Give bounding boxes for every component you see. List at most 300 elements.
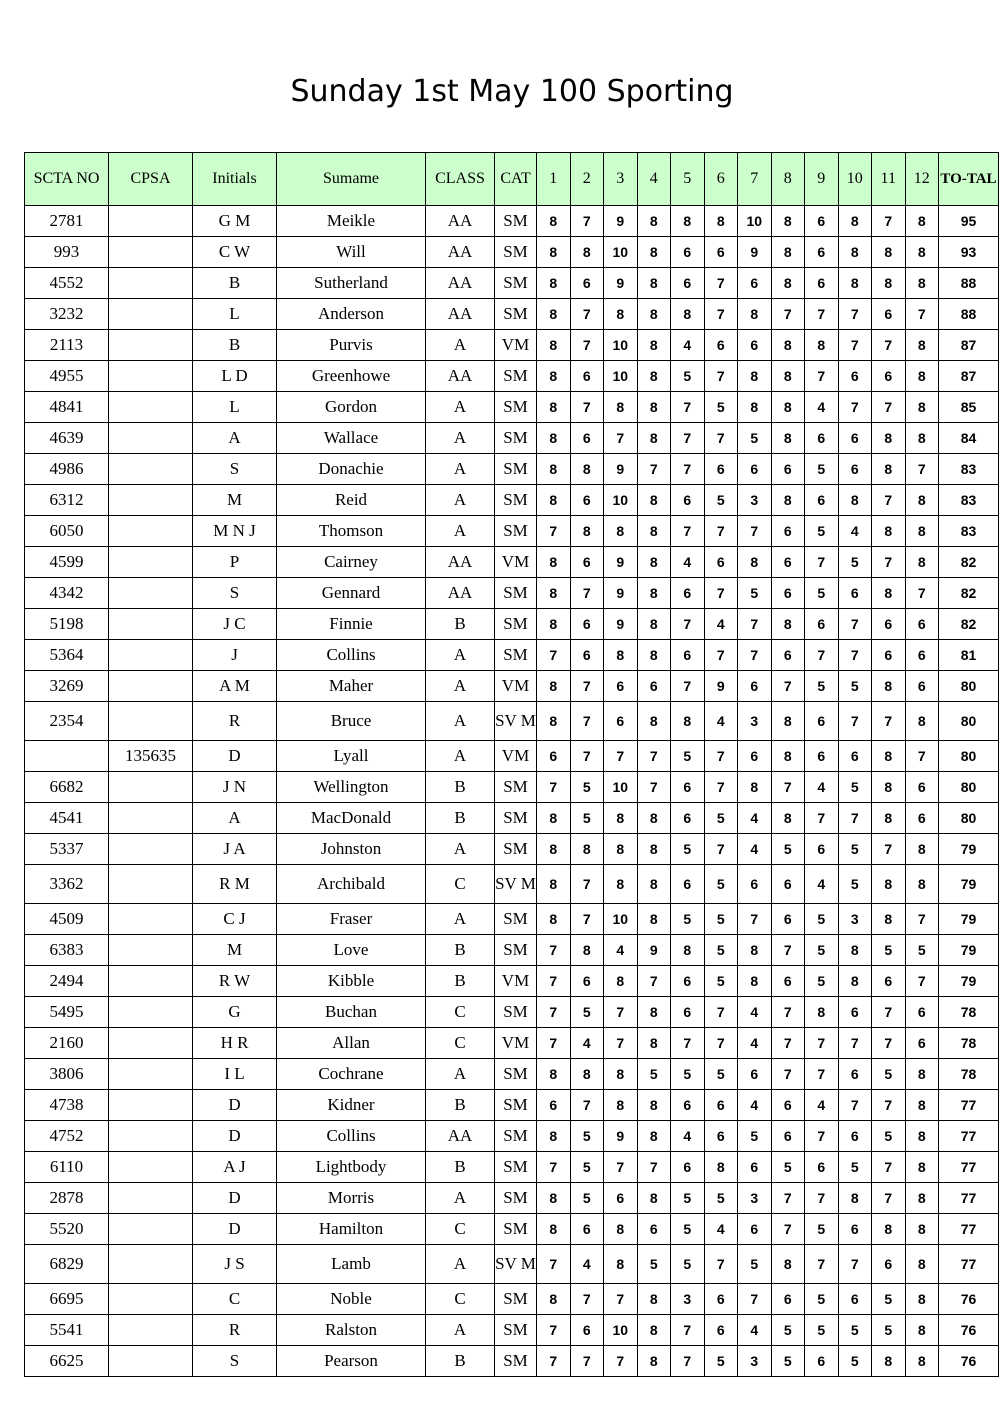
category-cell: SM — [495, 392, 537, 423]
initials-cell: H R — [193, 1028, 277, 1059]
stand-score-cell: 8 — [905, 702, 939, 741]
stand-score-cell: 7 — [570, 865, 604, 904]
stand-score-cell: 8 — [537, 454, 571, 485]
category-cell: SM — [495, 516, 537, 547]
header-stand-8: 8 — [771, 153, 805, 206]
stand-score-cell: 8 — [905, 1183, 939, 1214]
total-score-cell: 93 — [939, 237, 999, 268]
stand-score-cell: 6 — [805, 1346, 839, 1377]
stand-score-cell: 6 — [905, 640, 939, 671]
stand-score-cell: 8 — [872, 423, 906, 454]
stand-score-cell: 3 — [738, 702, 772, 741]
surname-cell: Anderson — [277, 299, 426, 330]
initials-cell: D — [193, 1090, 277, 1121]
table-row — [25, 1245, 999, 1284]
stand-score-cell: 5 — [671, 361, 705, 392]
category-cell: SM — [495, 935, 537, 966]
stand-score-cell: 7 — [704, 640, 738, 671]
stand-score-cell: 8 — [537, 578, 571, 609]
surname-cell: Bruce — [277, 702, 426, 741]
surname-cell: Buchan — [277, 997, 426, 1028]
table-row — [25, 671, 999, 702]
initials-cell: D — [193, 1214, 277, 1245]
cpsa-number-cell — [109, 772, 193, 803]
stand-score-cell: 9 — [604, 1121, 638, 1152]
stand-score-cell: 8 — [905, 1090, 939, 1121]
stand-score-cell: 7 — [704, 268, 738, 299]
header-row — [25, 153, 999, 206]
category-cell: SM — [495, 772, 537, 803]
scta-number-cell: 6110 — [25, 1152, 109, 1183]
stand-score-cell: 6 — [738, 1214, 772, 1245]
stand-score-cell: 7 — [704, 997, 738, 1028]
stand-score-cell: 7 — [838, 392, 872, 423]
surname-cell: Lyall — [277, 741, 426, 772]
stand-score-cell: 7 — [671, 1315, 705, 1346]
stand-score-cell: 8 — [671, 702, 705, 741]
stand-score-cell: 7 — [570, 904, 604, 935]
stand-score-cell: 6 — [771, 1121, 805, 1152]
stand-score-cell: 4 — [805, 772, 839, 803]
stand-score-cell: 8 — [537, 206, 571, 237]
stand-score-cell: 7 — [872, 1090, 906, 1121]
stand-score-cell: 6 — [872, 966, 906, 997]
stand-score-cell: 8 — [637, 1090, 671, 1121]
class-cell: AA — [426, 547, 495, 578]
stand-score-cell: 5 — [838, 1346, 872, 1377]
stand-score-cell: 5 — [838, 671, 872, 702]
stand-score-cell: 3 — [738, 1346, 772, 1377]
cpsa-number-cell — [109, 1028, 193, 1059]
stand-score-cell: 4 — [738, 1028, 772, 1059]
stand-score-cell: 6 — [805, 206, 839, 237]
total-score-cell: 87 — [939, 330, 999, 361]
table-row — [25, 865, 999, 904]
stand-score-cell: 6 — [671, 640, 705, 671]
stand-score-cell: 5 — [704, 1183, 738, 1214]
stand-score-cell: 8 — [671, 206, 705, 237]
stand-score-cell: 7 — [570, 206, 604, 237]
stand-score-cell: 7 — [671, 609, 705, 640]
total-score-cell: 83 — [939, 454, 999, 485]
surname-cell: Cairney — [277, 547, 426, 578]
header-class: CLASS — [426, 153, 495, 206]
stand-score-cell: 6 — [838, 1214, 872, 1245]
stand-score-cell: 7 — [704, 741, 738, 772]
stand-score-cell: 6 — [771, 578, 805, 609]
category-cell: SM — [495, 1315, 537, 1346]
header-initials: Initials — [193, 153, 277, 206]
table-row — [25, 1028, 999, 1059]
stand-score-cell: 6 — [704, 1121, 738, 1152]
stand-score-cell: 7 — [805, 803, 839, 834]
stand-score-cell: 7 — [671, 1346, 705, 1377]
table-row — [25, 803, 999, 834]
stand-score-cell: 7 — [570, 392, 604, 423]
stand-score-cell: 8 — [771, 206, 805, 237]
category-cell: SM — [495, 1152, 537, 1183]
stand-score-cell: 8 — [637, 485, 671, 516]
stand-score-cell: 9 — [604, 206, 638, 237]
total-score-cell: 84 — [939, 423, 999, 454]
surname-cell: Morris — [277, 1183, 426, 1214]
stand-score-cell: 7 — [905, 299, 939, 330]
initials-cell: L — [193, 299, 277, 330]
header-stand-7: 7 — [738, 153, 772, 206]
scta-number-cell: 4639 — [25, 423, 109, 454]
initials-cell: A — [193, 803, 277, 834]
stand-score-cell: 6 — [671, 1090, 705, 1121]
stand-score-cell: 6 — [872, 299, 906, 330]
stand-score-cell: 4 — [738, 1090, 772, 1121]
stand-score-cell: 8 — [570, 834, 604, 865]
header-scta: SCTA NO — [25, 153, 109, 206]
category-cell: SM — [495, 904, 537, 935]
stand-score-cell: 7 — [805, 1059, 839, 1090]
class-cell: AA — [426, 206, 495, 237]
surname-cell: Purvis — [277, 330, 426, 361]
stand-score-cell: 6 — [838, 1284, 872, 1315]
stand-score-cell: 6 — [872, 609, 906, 640]
stand-score-cell: 8 — [738, 772, 772, 803]
stand-score-cell: 6 — [805, 423, 839, 454]
scta-number-cell: 4955 — [25, 361, 109, 392]
class-cell: A — [426, 834, 495, 865]
stand-score-cell: 5 — [738, 1121, 772, 1152]
stand-score-cell: 8 — [905, 516, 939, 547]
stand-score-cell: 3 — [838, 904, 872, 935]
stand-score-cell: 6 — [604, 671, 638, 702]
class-cell: A — [426, 1245, 495, 1284]
cpsa-number-cell — [109, 1245, 193, 1284]
cpsa-number-cell — [109, 361, 193, 392]
class-cell: C — [426, 997, 495, 1028]
stand-score-cell: 5 — [704, 935, 738, 966]
scta-number-cell: 2113 — [25, 330, 109, 361]
stand-score-cell: 8 — [604, 1090, 638, 1121]
scta-number-cell: 993 — [25, 237, 109, 268]
stand-score-cell: 5 — [570, 1121, 604, 1152]
class-cell: AA — [426, 1121, 495, 1152]
initials-cell: B — [193, 268, 277, 299]
stand-score-cell: 7 — [738, 1284, 772, 1315]
class-cell: B — [426, 1090, 495, 1121]
stand-score-cell: 7 — [838, 803, 872, 834]
surname-cell: Ralston — [277, 1315, 426, 1346]
stand-score-cell: 5 — [738, 578, 772, 609]
initials-cell: C — [193, 1284, 277, 1315]
stand-score-cell: 5 — [570, 1183, 604, 1214]
stand-score-cell: 8 — [872, 1346, 906, 1377]
stand-score-cell: 8 — [604, 865, 638, 904]
stand-score-cell: 6 — [771, 640, 805, 671]
stand-score-cell: 8 — [738, 935, 772, 966]
class-cell: A — [426, 1059, 495, 1090]
class-cell: A — [426, 1183, 495, 1214]
surname-cell: Johnston — [277, 834, 426, 865]
cpsa-number-cell — [109, 330, 193, 361]
class-cell: A — [426, 423, 495, 454]
surname-cell: Kibble — [277, 966, 426, 997]
stand-score-cell: 7 — [872, 1028, 906, 1059]
stand-score-cell: 8 — [872, 578, 906, 609]
table-row — [25, 1121, 999, 1152]
table-row — [25, 772, 999, 803]
stand-score-cell: 8 — [637, 392, 671, 423]
stand-score-cell: 6 — [604, 702, 638, 741]
stand-score-cell: 8 — [604, 640, 638, 671]
class-cell: A — [426, 516, 495, 547]
cpsa-number-cell — [109, 392, 193, 423]
surname-cell: Archibald — [277, 865, 426, 904]
stand-score-cell: 6 — [704, 547, 738, 578]
cpsa-number-cell — [109, 423, 193, 454]
class-cell: B — [426, 1152, 495, 1183]
category-cell: SM — [495, 268, 537, 299]
stand-score-cell: 7 — [872, 330, 906, 361]
stand-score-cell: 8 — [771, 702, 805, 741]
stand-score-cell: 6 — [537, 741, 571, 772]
stand-score-cell: 9 — [604, 609, 638, 640]
stand-score-cell: 8 — [838, 966, 872, 997]
stand-score-cell: 8 — [872, 516, 906, 547]
stand-score-cell: 8 — [905, 1059, 939, 1090]
stand-score-cell: 5 — [805, 578, 839, 609]
stand-score-cell: 7 — [805, 1121, 839, 1152]
table-row — [25, 702, 999, 741]
stand-score-cell: 7 — [537, 1028, 571, 1059]
header-cpsa: CPSA — [109, 153, 193, 206]
stand-score-cell: 8 — [771, 609, 805, 640]
table-header — [25, 153, 999, 206]
category-cell: SM — [495, 1346, 537, 1377]
stand-score-cell: 8 — [604, 516, 638, 547]
stand-score-cell: 6 — [805, 237, 839, 268]
header-stand-10: 10 — [838, 153, 872, 206]
stand-score-cell: 6 — [805, 702, 839, 741]
class-cell: AA — [426, 578, 495, 609]
total-score-cell: 76 — [939, 1315, 999, 1346]
stand-score-cell: 9 — [604, 268, 638, 299]
stand-score-cell: 7 — [537, 997, 571, 1028]
stand-score-cell: 8 — [872, 803, 906, 834]
stand-score-cell: 6 — [771, 904, 805, 935]
cpsa-number-cell — [109, 206, 193, 237]
page-title: Sunday 1st May 100 Sporting — [290, 74, 734, 109]
stand-score-cell: 8 — [738, 361, 772, 392]
stand-score-cell: 5 — [570, 803, 604, 834]
stand-score-cell: 7 — [537, 935, 571, 966]
stand-score-cell: 5 — [771, 1315, 805, 1346]
cpsa-number-cell — [109, 299, 193, 330]
stand-score-cell: 8 — [537, 547, 571, 578]
cpsa-number-cell — [109, 834, 193, 865]
surname-cell: Fraser — [277, 904, 426, 935]
stand-score-cell: 7 — [738, 609, 772, 640]
total-score-cell: 76 — [939, 1284, 999, 1315]
stand-score-cell: 6 — [671, 772, 705, 803]
stand-score-cell: 7 — [805, 640, 839, 671]
stand-score-cell: 8 — [604, 966, 638, 997]
stand-score-cell: 8 — [905, 1315, 939, 1346]
class-cell: A — [426, 454, 495, 485]
stand-score-cell: 8 — [838, 237, 872, 268]
cpsa-number-cell — [109, 865, 193, 904]
stand-score-cell: 4 — [570, 1245, 604, 1284]
stand-score-cell: 8 — [738, 547, 772, 578]
stand-score-cell: 9 — [637, 935, 671, 966]
initials-cell: R W — [193, 966, 277, 997]
initials-cell: M — [193, 935, 277, 966]
header-total: TO-TAL — [939, 153, 999, 206]
cpsa-number-cell — [109, 671, 193, 702]
header-stand-6: 6 — [704, 153, 738, 206]
class-cell: A — [426, 671, 495, 702]
stand-score-cell: 8 — [704, 206, 738, 237]
initials-cell: S — [193, 1346, 277, 1377]
stand-score-cell: 7 — [637, 454, 671, 485]
stand-score-cell: 8 — [905, 423, 939, 454]
cpsa-number-cell — [109, 803, 193, 834]
stand-score-cell: 5 — [738, 1245, 772, 1284]
cpsa-number-cell — [109, 547, 193, 578]
stand-score-cell: 7 — [771, 935, 805, 966]
stand-score-cell: 8 — [805, 997, 839, 1028]
stand-score-cell: 8 — [771, 423, 805, 454]
stand-score-cell: 7 — [872, 206, 906, 237]
stand-score-cell: 7 — [905, 966, 939, 997]
stand-score-cell: 10 — [604, 1315, 638, 1346]
class-cell: A — [426, 741, 495, 772]
stand-score-cell: 7 — [805, 361, 839, 392]
total-score-cell: 82 — [939, 609, 999, 640]
stand-score-cell: 7 — [537, 1152, 571, 1183]
stand-score-cell: 5 — [872, 1059, 906, 1090]
stand-score-cell: 8 — [637, 609, 671, 640]
stand-score-cell: 6 — [905, 1028, 939, 1059]
stand-score-cell: 7 — [604, 741, 638, 772]
table-row — [25, 1214, 999, 1245]
stand-score-cell: 7 — [570, 299, 604, 330]
initials-cell: P — [193, 547, 277, 578]
stand-score-cell: 6 — [872, 640, 906, 671]
scta-number-cell: 2781 — [25, 206, 109, 237]
stand-score-cell: 5 — [805, 935, 839, 966]
class-cell: AA — [426, 299, 495, 330]
header-stand-9: 9 — [805, 153, 839, 206]
surname-cell: Gordon — [277, 392, 426, 423]
surname-cell: Reid — [277, 485, 426, 516]
category-cell: SM — [495, 1183, 537, 1214]
surname-cell: Lightbody — [277, 1152, 426, 1183]
stand-score-cell: 6 — [570, 966, 604, 997]
stand-score-cell: 6 — [838, 1059, 872, 1090]
stand-score-cell: 7 — [570, 578, 604, 609]
stand-score-cell: 6 — [570, 485, 604, 516]
surname-cell: Pearson — [277, 1346, 426, 1377]
stand-score-cell: 7 — [570, 702, 604, 741]
stand-score-cell: 7 — [838, 702, 872, 741]
stand-score-cell: 7 — [537, 1346, 571, 1377]
stand-score-cell: 6 — [771, 547, 805, 578]
class-cell: B — [426, 803, 495, 834]
stand-score-cell: 8 — [738, 392, 772, 423]
category-cell: SM — [495, 834, 537, 865]
stand-score-cell: 5 — [704, 904, 738, 935]
category-cell: VM — [495, 741, 537, 772]
stand-score-cell: 10 — [604, 772, 638, 803]
stand-score-cell: 6 — [570, 640, 604, 671]
stand-score-cell: 7 — [637, 966, 671, 997]
scta-number-cell: 3269 — [25, 671, 109, 702]
scta-number-cell: 5541 — [25, 1315, 109, 1346]
stand-score-cell: 6 — [671, 578, 705, 609]
stand-score-cell: 7 — [671, 392, 705, 423]
scta-number-cell: 2160 — [25, 1028, 109, 1059]
stand-score-cell: 8 — [905, 485, 939, 516]
stand-score-cell: 10 — [604, 485, 638, 516]
stand-score-cell: 6 — [905, 671, 939, 702]
scta-number-cell: 2494 — [25, 966, 109, 997]
stand-score-cell: 6 — [838, 578, 872, 609]
total-score-cell: 77 — [939, 1245, 999, 1284]
surname-cell: Thomson — [277, 516, 426, 547]
category-cell: VM — [495, 1028, 537, 1059]
total-score-cell: 79 — [939, 834, 999, 865]
stand-score-cell: 7 — [671, 454, 705, 485]
stand-score-cell: 8 — [838, 1183, 872, 1214]
stand-score-cell: 7 — [905, 741, 939, 772]
stand-score-cell: 8 — [637, 361, 671, 392]
stand-score-cell: 9 — [604, 578, 638, 609]
initials-cell: J C — [193, 609, 277, 640]
stand-score-cell: 8 — [637, 237, 671, 268]
stand-score-cell: 5 — [570, 1152, 604, 1183]
total-score-cell: 80 — [939, 803, 999, 834]
cpsa-number-cell — [109, 702, 193, 741]
stand-score-cell: 5 — [704, 803, 738, 834]
category-cell: SM — [495, 1059, 537, 1090]
stand-score-cell: 7 — [537, 1315, 571, 1346]
header-stand-3: 3 — [604, 153, 638, 206]
stand-score-cell: 6 — [771, 865, 805, 904]
stand-score-cell: 6 — [838, 997, 872, 1028]
stand-score-cell: 6 — [671, 237, 705, 268]
stand-score-cell: 7 — [537, 516, 571, 547]
cpsa-number-cell — [109, 1090, 193, 1121]
stand-score-cell: 7 — [838, 330, 872, 361]
stand-score-cell: 7 — [537, 640, 571, 671]
cpsa-number-cell — [109, 1183, 193, 1214]
stand-score-cell: 8 — [771, 268, 805, 299]
stand-score-cell: 8 — [771, 803, 805, 834]
stand-score-cell: 6 — [738, 330, 772, 361]
stand-score-cell: 7 — [872, 485, 906, 516]
stand-score-cell: 8 — [537, 834, 571, 865]
scta-number-cell — [25, 741, 109, 772]
stand-score-cell: 7 — [671, 516, 705, 547]
surname-cell: Donachie — [277, 454, 426, 485]
stand-score-cell: 7 — [637, 772, 671, 803]
results-body — [25, 206, 999, 1377]
initials-cell: A — [193, 423, 277, 454]
stand-score-cell: 7 — [805, 547, 839, 578]
stand-score-cell: 7 — [537, 966, 571, 997]
stand-score-cell: 7 — [905, 904, 939, 935]
stand-score-cell: 5 — [838, 1152, 872, 1183]
stand-score-cell: 8 — [805, 330, 839, 361]
stand-score-cell: 8 — [570, 935, 604, 966]
